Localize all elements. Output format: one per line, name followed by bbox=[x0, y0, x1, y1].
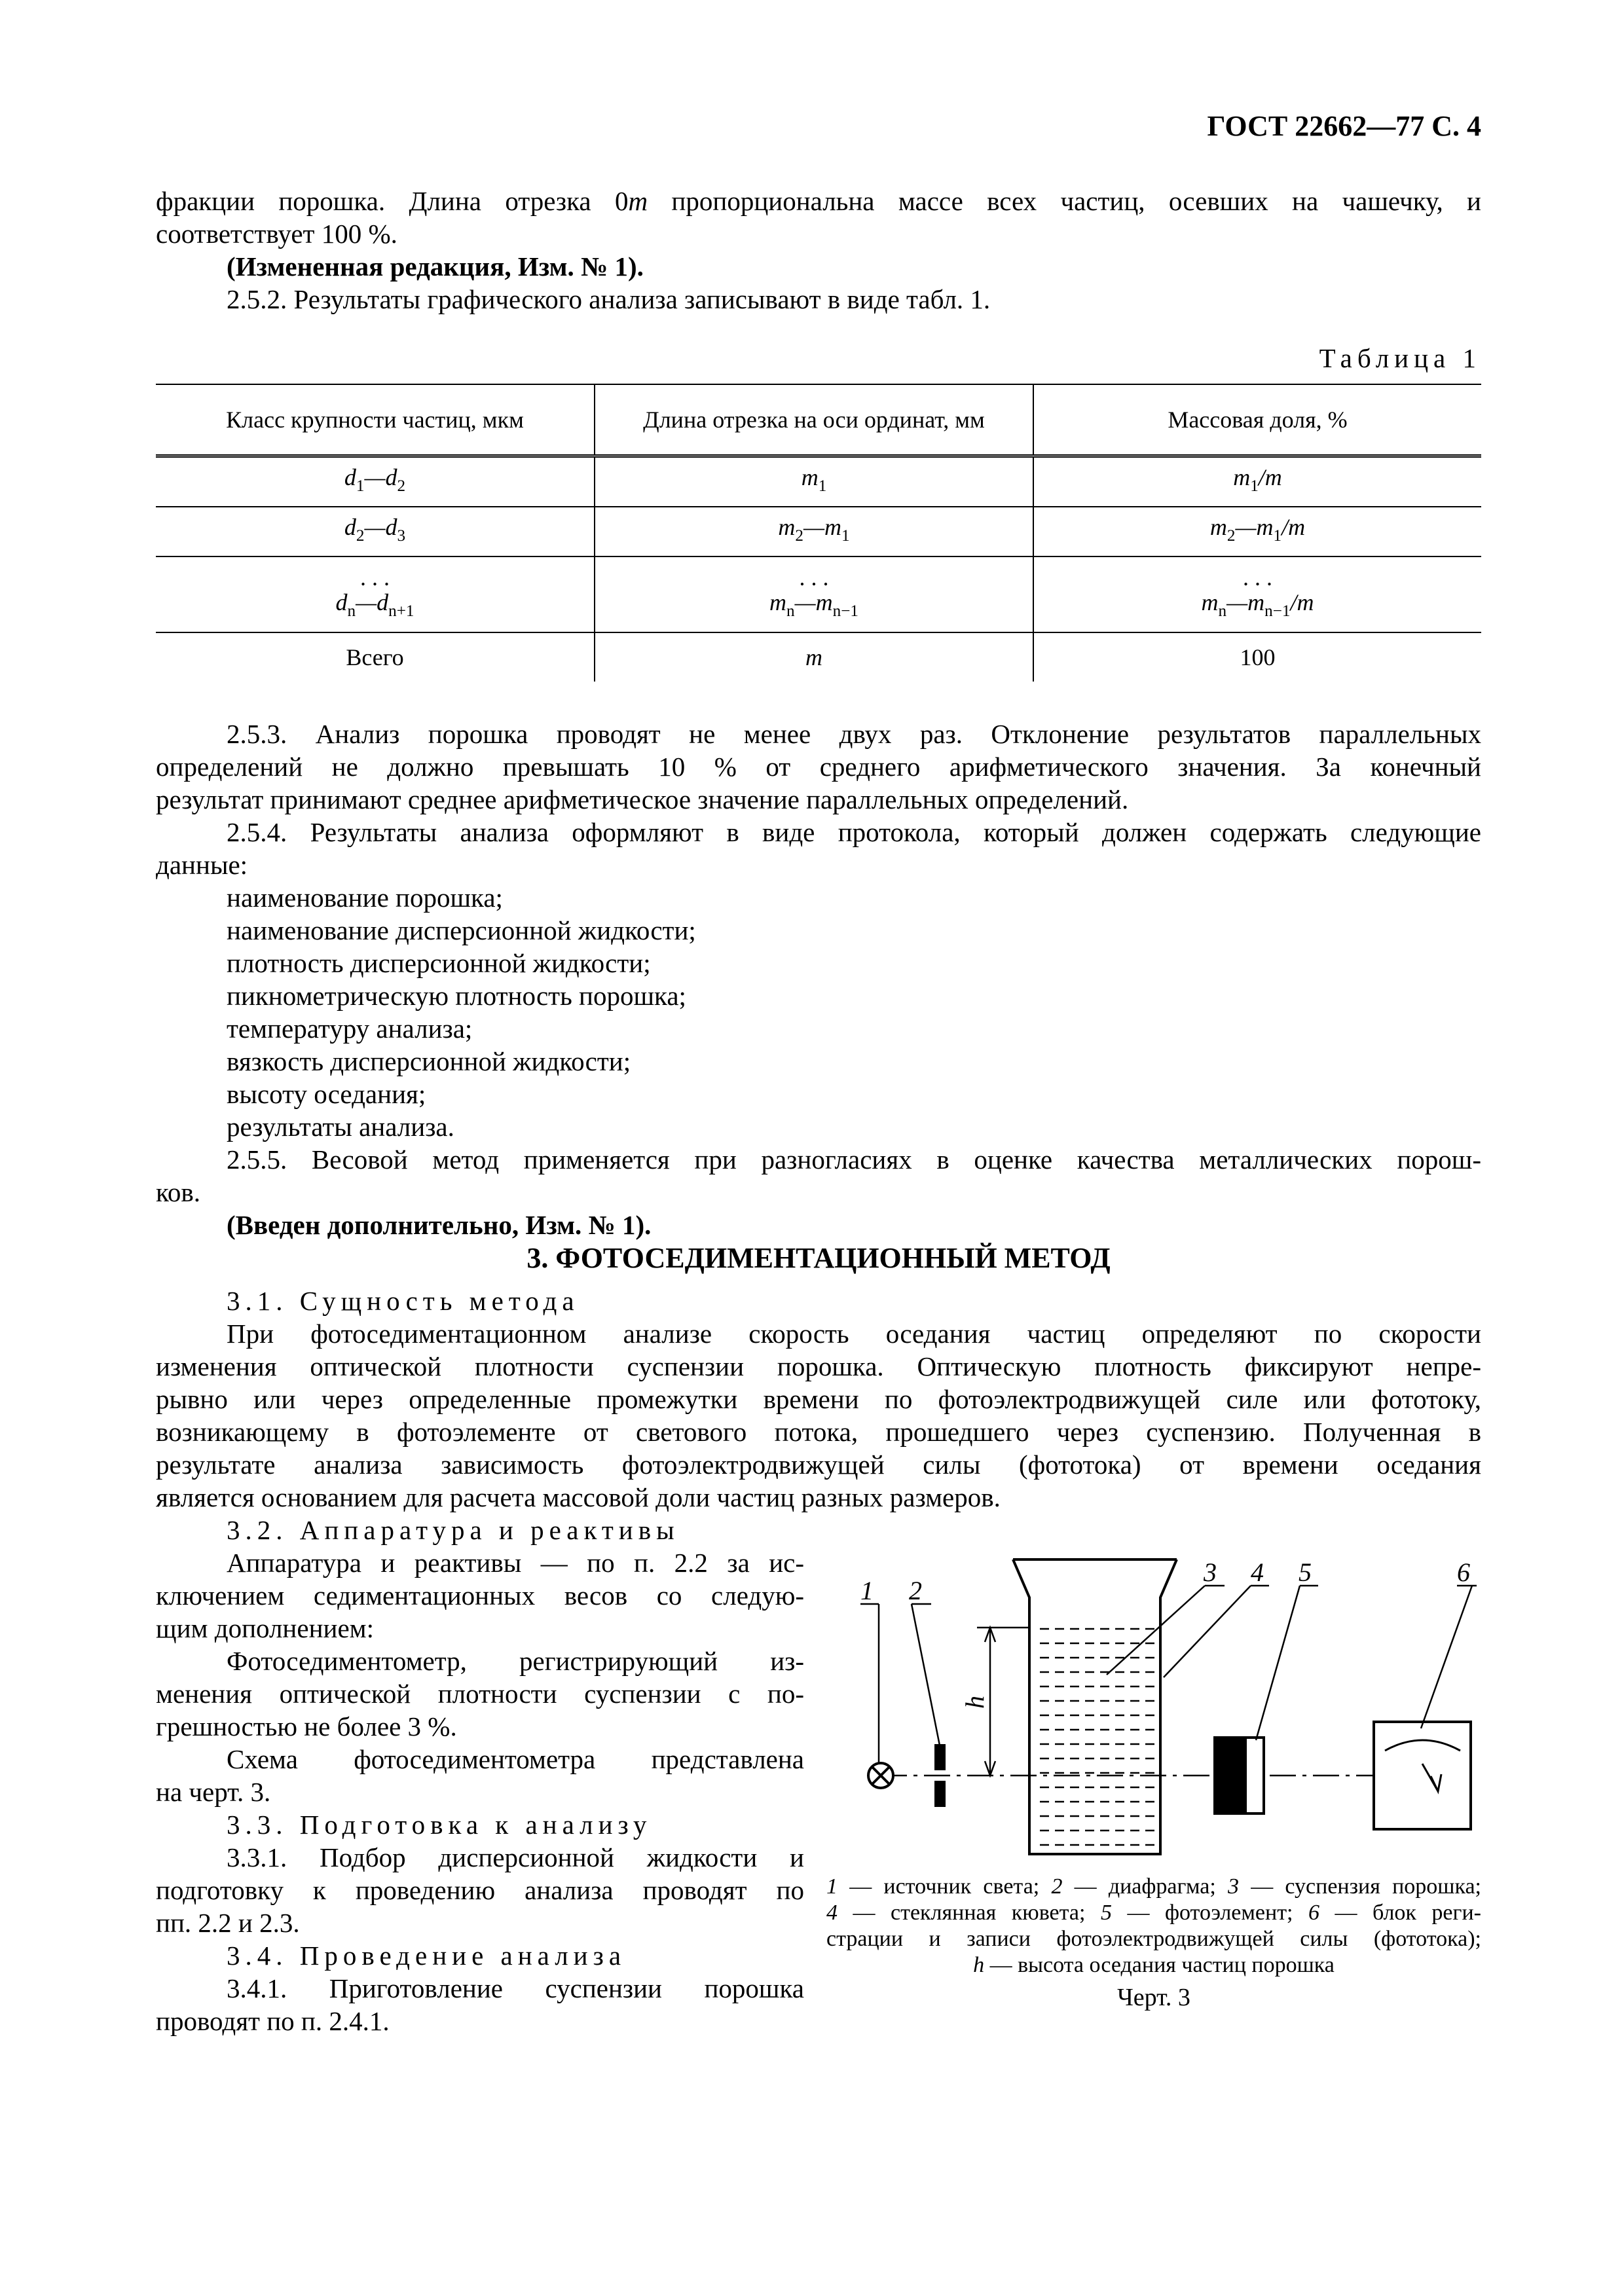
figure-label: Черт. 3 bbox=[1117, 1984, 1190, 2011]
text-line: изменения оптической плотности суспензии порошка. Оптическую плотность фиксируют непре- bbox=[156, 1351, 1481, 1381]
table-cell: Всего bbox=[346, 644, 404, 670]
intro-paragraph bbox=[156, 185, 1481, 316]
column-header: Длина отрезка на оси ординат, мм bbox=[595, 384, 1033, 456]
text-line: на черт. 3. bbox=[156, 1777, 271, 1807]
text-line: 3.4.1. Приготовление суспензии порошка bbox=[227, 1973, 804, 2003]
text-line: ключением седиментационных весов со следую- bbox=[156, 1580, 804, 1611]
subsection-heading: 3.2. Аппаратура и реактивы bbox=[227, 1515, 680, 1545]
text-line: данные: bbox=[156, 850, 248, 880]
table-cell: . . . $m_n—m_{n-1}$ bbox=[595, 556, 1033, 632]
table-row bbox=[156, 632, 1481, 682]
amendment-note: (Введен дополнительно, Изм. № 1). bbox=[227, 1210, 652, 1240]
table-cell: $m_1/m$ bbox=[1033, 456, 1481, 507]
figure-label-3: 3 bbox=[1204, 1558, 1217, 1587]
suspension-fill bbox=[1040, 1629, 1156, 1845]
recorder-meter-icon bbox=[1374, 1722, 1471, 1829]
figure-label-2: 2 bbox=[909, 1576, 922, 1605]
list-item: высоту оседания; bbox=[227, 1079, 426, 1109]
text-line: 3.3.1. Подбор дисперсионной жидкости и bbox=[227, 1842, 804, 1872]
column-header: Класс крупности частиц, мкм bbox=[156, 384, 595, 456]
beaker-icon bbox=[1013, 1559, 1177, 1854]
text-line: Схема фотоседиментометра представлена bbox=[227, 1744, 804, 1774]
table-cell: $m_2—m_1/m$ bbox=[1033, 507, 1481, 556]
figure-label-6: 6 bbox=[1457, 1558, 1470, 1587]
list-item: плотность дисперсионной жидкости; bbox=[227, 948, 651, 978]
column-header: Массовая доля, % bbox=[1033, 384, 1481, 456]
section-3-1 bbox=[156, 1285, 1481, 1514]
text-line: пп. 2.2 и 2.3. bbox=[156, 1908, 300, 1938]
left-column-text bbox=[156, 1514, 804, 2037]
table-row bbox=[156, 456, 1481, 507]
text-line: 2.5.4. Результаты анализа оформляют в виде протокола, который должен содержать следующие bbox=[227, 817, 1481, 847]
page-header: ГОСТ 22662—77 С. 4 bbox=[1207, 110, 1481, 142]
section-2-5-paragraphs bbox=[156, 718, 1481, 1241]
section-title: 3. ФОТОСЕДИМЕНТАЦИОННЫЙ МЕТОД bbox=[526, 1242, 1111, 1274]
subsection-heading: 3.3. Подготовка к анализу bbox=[227, 1810, 652, 1840]
list-item: пикнометрическую плотность порошка; bbox=[227, 981, 686, 1011]
table-cell: $m_2—m_1$ bbox=[595, 507, 1033, 556]
table-cell: m bbox=[595, 632, 1033, 682]
text-line: соответствует 100 %. bbox=[156, 219, 397, 249]
text-line: 2.5.2. Результаты графического анализа записывают в виде табл. 1. bbox=[227, 284, 991, 314]
caption-line: 4 — стеклянная кювета; 5 — фотоэлемент; 6 — блок реги- bbox=[826, 1901, 1481, 1925]
caption-line: 1 — источник света; 2 — диафрагма; 3 — суспензия порошка; bbox=[826, 1874, 1481, 1899]
amendment-note: (Измененная редакция, Изм. № 1). bbox=[227, 251, 644, 282]
figure-label-4: 4 bbox=[1251, 1558, 1264, 1587]
caption-line: h — высота оседания частиц порошка bbox=[973, 1953, 1335, 1977]
text-line: При фотоседиментационном анализе скорость оседания частиц определяют по скорости bbox=[227, 1319, 1481, 1349]
list-item: результаты анализа. bbox=[227, 1112, 454, 1142]
list-item: наименование порошка; bbox=[227, 883, 503, 913]
text-line: возникающему в фотоэлементе от светового потока, прошедшего через суспензию. Полученная в bbox=[156, 1417, 1481, 1447]
text-line: проводят по п. 2.4.1. bbox=[156, 2006, 390, 2036]
photosedimentometer-diagram bbox=[832, 1532, 1486, 1925]
table-caption: Таблица 1 bbox=[1319, 343, 1481, 373]
text-line: фракции порошка. Длина отрезка 0m пропорциональна массе всех частиц, осевших на чашечку, и bbox=[156, 186, 1481, 216]
table-cell: $d_1—d_2$ bbox=[156, 456, 595, 507]
table-cell: 100 bbox=[1033, 632, 1481, 682]
subsection-heading: 3.4. Проведение анализа bbox=[227, 1941, 627, 1971]
photocell-icon bbox=[1215, 1738, 1264, 1813]
table-header-row bbox=[156, 384, 1481, 456]
text-line: Фотоседиментометр, регистрирующий из- bbox=[227, 1646, 804, 1676]
text-line: Аппаратура и реактивы — по п. 2.2 за ис- bbox=[227, 1548, 804, 1578]
table-cell: . . . $m_n—m_{n-1}/m$ bbox=[1033, 556, 1481, 632]
table-row bbox=[156, 556, 1481, 632]
text-line: 2.5.3. Анализ порошка проводят не менее двух раз. Отклонение результатов параллельных bbox=[227, 719, 1481, 749]
text-line: результат принимают среднее арифметическое значение параллельных определений. bbox=[156, 784, 1129, 814]
text-line: ков. bbox=[156, 1177, 200, 1207]
figure-caption bbox=[826, 1874, 1481, 1978]
table-row bbox=[156, 507, 1481, 556]
table-cell: $m_1$ bbox=[595, 456, 1033, 507]
text-line: подготовку к проведению анализа проводят по bbox=[156, 1875, 804, 1905]
figure-label-h: h bbox=[960, 1696, 989, 1709]
text-line: менения оптической плотности суспензии с по- bbox=[156, 1679, 804, 1709]
text-line: щим дополнением: bbox=[156, 1613, 374, 1643]
subsection-heading: 3.1. Сущность метода bbox=[227, 1286, 580, 1316]
text-line: рывно или через определенные промежутки времени по фотоэлектродвижущей силе или фототоку, bbox=[156, 1384, 1481, 1414]
light-source-icon bbox=[868, 1763, 893, 1788]
figure-label-1: 1 bbox=[860, 1576, 874, 1605]
text-line: 2.5.5. Весовой метод применяется при разногласиях в оценке качества металлических порош- bbox=[227, 1144, 1481, 1175]
list-item: температуру анализа; bbox=[227, 1013, 473, 1044]
table-1 bbox=[156, 384, 1481, 682]
list-item: вязкость дисперсионной жидкости; bbox=[227, 1046, 631, 1076]
text-line: результате анализа зависимость фотоэлектродвижущей силы (фототока) от времени оседания bbox=[156, 1449, 1481, 1480]
caption-line: страции и записи фотоэлектродвижущей силы (фототока); bbox=[826, 1927, 1481, 1951]
text-line: грешностью не более 3 %. bbox=[156, 1711, 457, 1741]
table-cell: $d_2—d_3$ bbox=[156, 507, 595, 556]
text-line: является основанием для расчета массовой доли частиц разных размеров. bbox=[156, 1482, 1001, 1512]
table-cell: . . . $d_n—d_{n+1}$ bbox=[156, 556, 595, 632]
figure-label-5: 5 bbox=[1299, 1558, 1312, 1587]
list-item: наименование дисперсионной жидкости; bbox=[227, 915, 696, 945]
text-line: определений не должно превышать 10 % от среднего арифметического значения. За конечный bbox=[156, 752, 1481, 782]
